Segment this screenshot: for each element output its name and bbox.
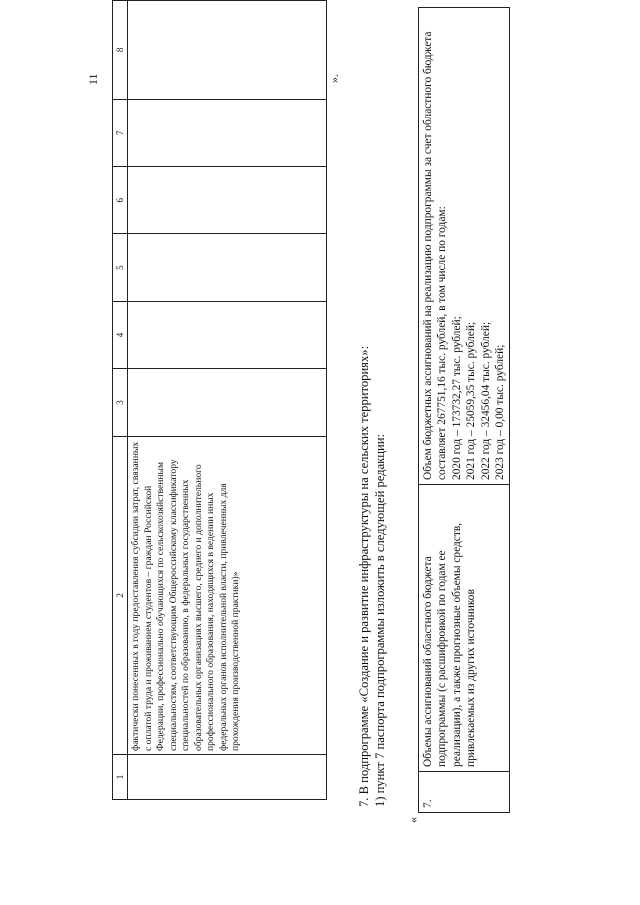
year-line: 2023 год – 0,00 тыс. рублей; <box>494 344 507 480</box>
year-line: 2021 год – 25059,35 тыс. рублей; <box>465 321 478 480</box>
page-number: 11 <box>86 73 100 85</box>
header-cell: 4 <box>113 301 128 368</box>
cell-empty <box>128 1 327 100</box>
paragraph-subprogram: 7. В подпрограмме «Создание и развитие инфраструктуры на сельских территориях»: <box>357 345 371 807</box>
cell-empty <box>128 755 327 800</box>
header-cell: 8 <box>113 1 128 100</box>
table-budget-allocations <box>418 7 510 813</box>
header-cell: 7 <box>113 99 128 166</box>
cell-empty <box>128 234 327 301</box>
header-cell: 6 <box>113 167 128 234</box>
cell-empty <box>128 167 327 234</box>
opening-quote: « <box>406 817 420 823</box>
cell-empty <box>128 301 327 368</box>
item-value <box>419 8 510 485</box>
header-cell: 1 <box>113 755 128 800</box>
item-label: Объемы ассигнований областного бюджета подпрограммы (с расшифровкой по годам ее реализации), а также прогнозные объемы средств, привлекаемых из других источников <box>419 485 510 772</box>
table-subsidy-costs <box>112 0 327 800</box>
table-header-row <box>113 1 128 800</box>
closing-quote: ». <box>327 74 341 83</box>
table-row <box>128 1 327 800</box>
cell-description: фактически понесенных в году предоставления субсидии затрат, связанных с оплатой труда и проживанием студентов – граждан Российской Федерации, профессионально обучающихся по сельскохозяйственным специальностям, соответствующим Общероссийскому классификатору специальностей по образованию, в федеральных государственных образовательных организациях высшего, среднего и дополнительного профессионального образования, находящихся в ведении иных федеральных органов исполнительной власти, привлеченных для прохождения производственной практики)» <box>128 436 327 754</box>
cell-empty <box>128 369 327 436</box>
year-line: 2022 год – 32456,04 тыс. рублей; <box>479 321 492 480</box>
years-list <box>450 12 508 480</box>
value-intro: Объем бюджетных ассигнований на реализацию подпрограммы за счет областного бюджета составляет 267751,16 тыс. рублей, в том числе по годам: <box>422 31 449 480</box>
header-cell: 2 <box>113 436 128 754</box>
cell-empty <box>128 99 327 166</box>
header-cell: 3 <box>113 369 128 436</box>
header-cell: 5 <box>113 234 128 301</box>
year-line: 2020 год – 173732,27 тыс. рублей; <box>450 316 463 480</box>
item-number: 7. <box>419 772 510 813</box>
table-row <box>419 8 510 813</box>
paragraph-passport-item: 1) пункт 7 паспорта подпрограммы изложить в следующей редакции: <box>373 433 387 807</box>
